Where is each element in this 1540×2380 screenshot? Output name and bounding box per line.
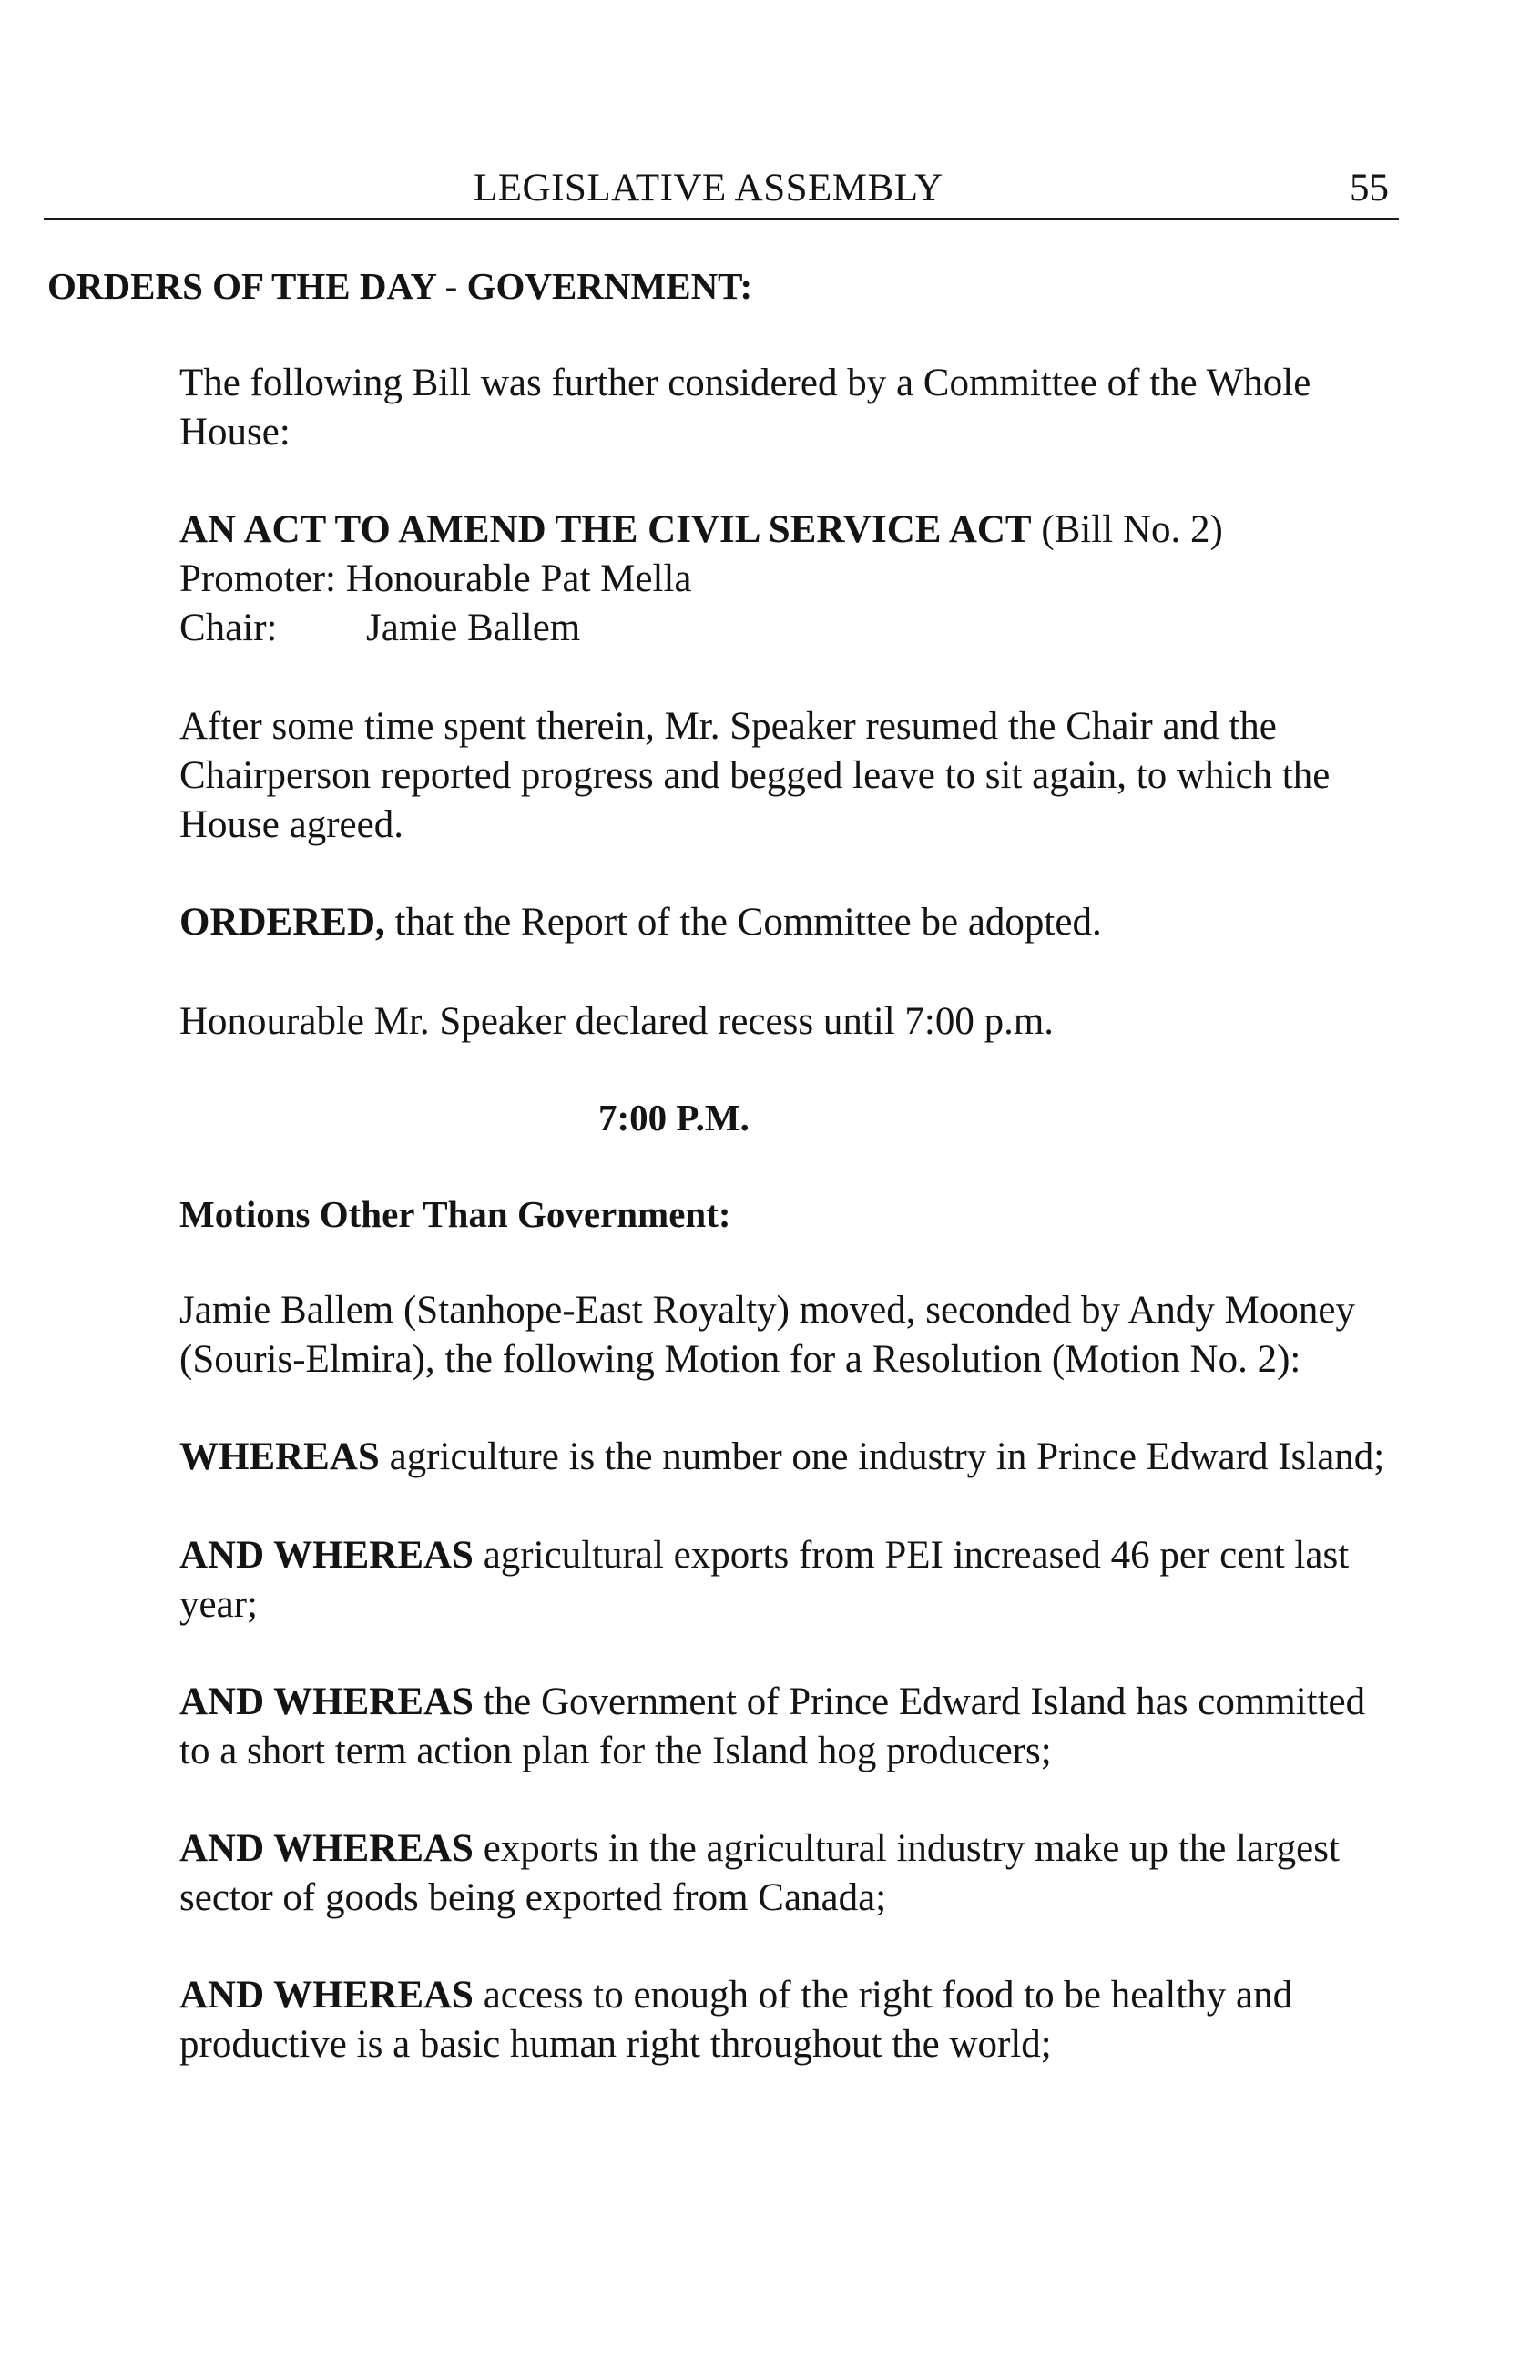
progress-line-2: Chairperson reported progress and begged leave to sit again, to which the [179,754,1331,797]
whereas-line [179,1531,1400,1580]
recess-text: Honourable Mr. Speaker declared recess until 7:00 p.m. [179,1000,1055,1043]
bill-title-line [179,506,1400,555]
whereas-line [179,1824,1400,1874]
whereas-text: access to enough of the right food to be healthy and [473,1974,1293,2017]
bill-title: AN ACT TO AMEND THE CIVIL SERVICE ACT [179,508,1032,551]
whereas-line [179,1971,1400,2020]
progress-line-1: After some time spent therein, Mr. Speaker resumed the Chair and the [179,705,1277,748]
whereas-line-2: sector of goods being exported from Canada; [179,1876,887,1919]
whereas-keyword: AND WHEREAS [179,1974,474,2017]
ordered-paragraph [179,898,1400,947]
progress-line-3: House agreed. [179,803,403,846]
progress-paragraph [179,702,1400,850]
intro-line-1: The following Bill was further considered by a Committee of the Whole [179,362,1311,404]
whereas-line-2: productive is a basic human right throughout the world; [179,2023,1052,2066]
whereas-clause-4 [179,1824,1400,1923]
running-header-title: LEGISLATIVE ASSEMBLY [474,167,943,209]
promoter-label: Promoter: [179,557,336,600]
bill-number: (Bill No. 2) [1031,508,1223,551]
motion-intro-line-1: Jamie Ballem (Stanhope-East Royalty) moved, seconded by Andy Mooney [179,1289,1355,1332]
whereas-text: agricultural exports from PEI increased 46 per cent last [473,1534,1350,1577]
ordered-keyword: ORDERED, [179,901,385,944]
whereas-keyword: AND WHEREAS [179,1827,474,1870]
whereas-text: agriculture is the number one industry in Prince Edward Island; [379,1435,1385,1478]
bill-block [179,506,1400,653]
whereas-line [179,1678,1400,1727]
whereas-keyword: AND WHEREAS [179,1534,474,1577]
recess-paragraph [179,997,1400,1047]
whereas-clause-3 [179,1678,1400,1776]
whereas-line [179,1433,1400,1482]
motion-intro-paragraph [179,1286,1400,1384]
intro-line-2: House: [179,411,291,454]
motion-intro-line-2: (Souris-Elmira), the following Motion for a Resolution (Motion No. 2): [179,1338,1301,1381]
whereas-text: the Government of Prince Edward Island has committed [473,1680,1366,1723]
whereas-clause-2 [179,1531,1400,1629]
chair-line [179,604,1400,653]
section-heading: ORDERS OF THE DAY - GOVERNMENT: [47,265,753,307]
intro-paragraph [179,359,1400,457]
whereas-clause-5 [179,1971,1400,2069]
chair-value: Jamie Ballem [366,607,581,649]
whereas-line-2: year; [179,1583,258,1626]
ordered-text: that the Report of the Committee be adopted. [384,901,1102,944]
ordered-line [179,898,1400,947]
header-rule [44,218,1399,220]
promoter-value: Honourable Pat Mella [345,557,692,600]
promoter-line [179,555,1400,604]
chair-label: Chair: [179,607,278,649]
motions-heading: Motions Other Than Government: [179,1193,731,1235]
whereas-keyword: WHEREAS [179,1435,380,1478]
whereas-keyword: AND WHEREAS [179,1680,474,1723]
time-heading: 7:00 P.M. [598,1097,750,1139]
page-number: 55 [1350,167,1389,209]
whereas-clause-1 [179,1433,1400,1482]
whereas-line-2: to a short term action plan for the Island hog producers; [179,1730,1052,1772]
whereas-text: exports in the agricultural industry make up the largest [473,1827,1340,1870]
